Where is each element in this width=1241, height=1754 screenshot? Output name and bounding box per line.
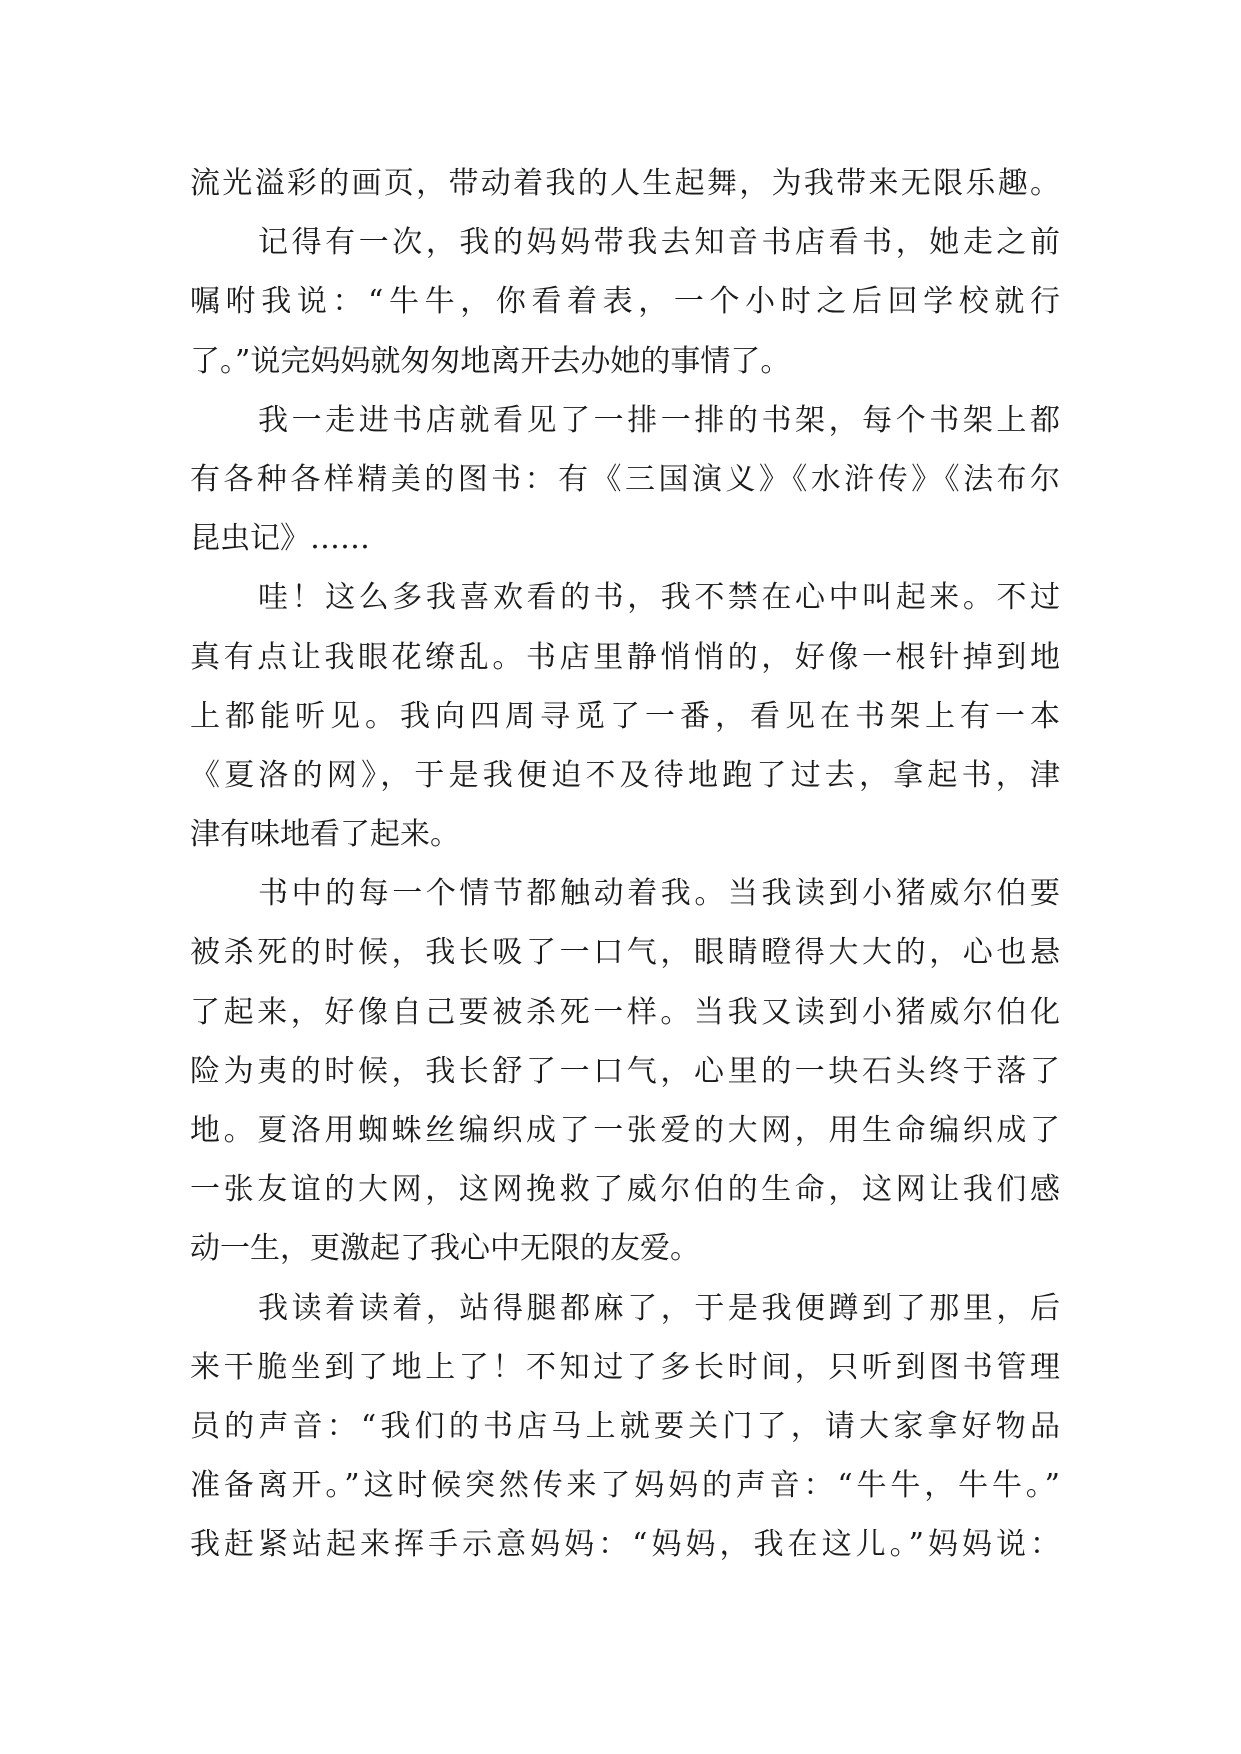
text-line: 动一生，更激起了我心中无限的友爱。: [190, 1231, 700, 1267]
text-line: 嘱咐我说：“牛牛，你看着表，一个小时之后回学校就行: [190, 284, 1060, 320]
text-line: 了起来，好像自己要被杀死一样。当我又读到小猪威尔伯化: [190, 994, 1060, 1030]
text-line: 真有点让我眼花缭乱。书店里静悄悄的，好像一根针掉到地: [190, 639, 1060, 675]
text-line: 我赶紧站起来挥手示意妈妈：“妈妈，我在这儿。”妈妈说：: [190, 1527, 1060, 1563]
essay-body: [190, 154, 1060, 1575]
text-line: 准备离开。”这时候突然传来了妈妈的声音：“牛牛，牛牛。”: [190, 1468, 1060, 1504]
text-line: 哇！这么多我喜欢看的书，我不禁在心中叫起来。不过: [258, 580, 1060, 616]
text-line: 记得有一次，我的妈妈带我去知音书店看书，她走之前: [258, 225, 1060, 261]
text-line: 上都能听见。我向四周寻觅了一番，看见在书架上有一本: [190, 698, 1060, 734]
text-line: 来干脆坐到了地上了！不知过了多长时间，只听到图书管理: [190, 1349, 1060, 1385]
text-line: 了。”说完妈妈就匆匆地离开去办她的事情了。: [190, 343, 791, 379]
text-line: 被杀死的时候，我长吸了一口气，眼睛瞪得大大的，心也悬: [190, 935, 1060, 971]
text-line: 津有味地看了起来。: [190, 817, 460, 853]
text-line: 昆虫记》……: [190, 521, 370, 557]
text-line: 我读着读着，站得腿都麻了，于是我便蹲到了那里，后: [258, 1290, 1060, 1326]
text-line: 我一走进书店就看见了一排一排的书架，每个书架上都: [258, 402, 1060, 438]
text-line: 员的声音：“我们的书店马上就要关门了，请大家拿好物品: [190, 1408, 1060, 1444]
text-line: 一张友谊的大网，这网挽救了威尔伯的生命，这网让我们感: [190, 1172, 1060, 1208]
text-line: 书中的每一个情节都触动着我。当我读到小猪威尔伯要: [258, 876, 1060, 912]
text-line: 险为夷的时候，我长舒了一口气，心里的一块石头终于落了: [190, 1053, 1060, 1089]
text-line: 流光溢彩的画页，带动着我的人生起舞，为我带来无限乐趣。: [190, 166, 1060, 201]
text-line: 《夏洛的网》，于是我便迫不及待地跑了过去，拿起书，津: [190, 757, 1060, 793]
text-line: 有各种各样精美的图书：有《三国演义》《水浒传》《法布尔: [190, 461, 1060, 497]
text-line: 地。夏洛用蜘蛛丝编织成了一张爱的大网，用生命编织成了: [190, 1113, 1060, 1148]
